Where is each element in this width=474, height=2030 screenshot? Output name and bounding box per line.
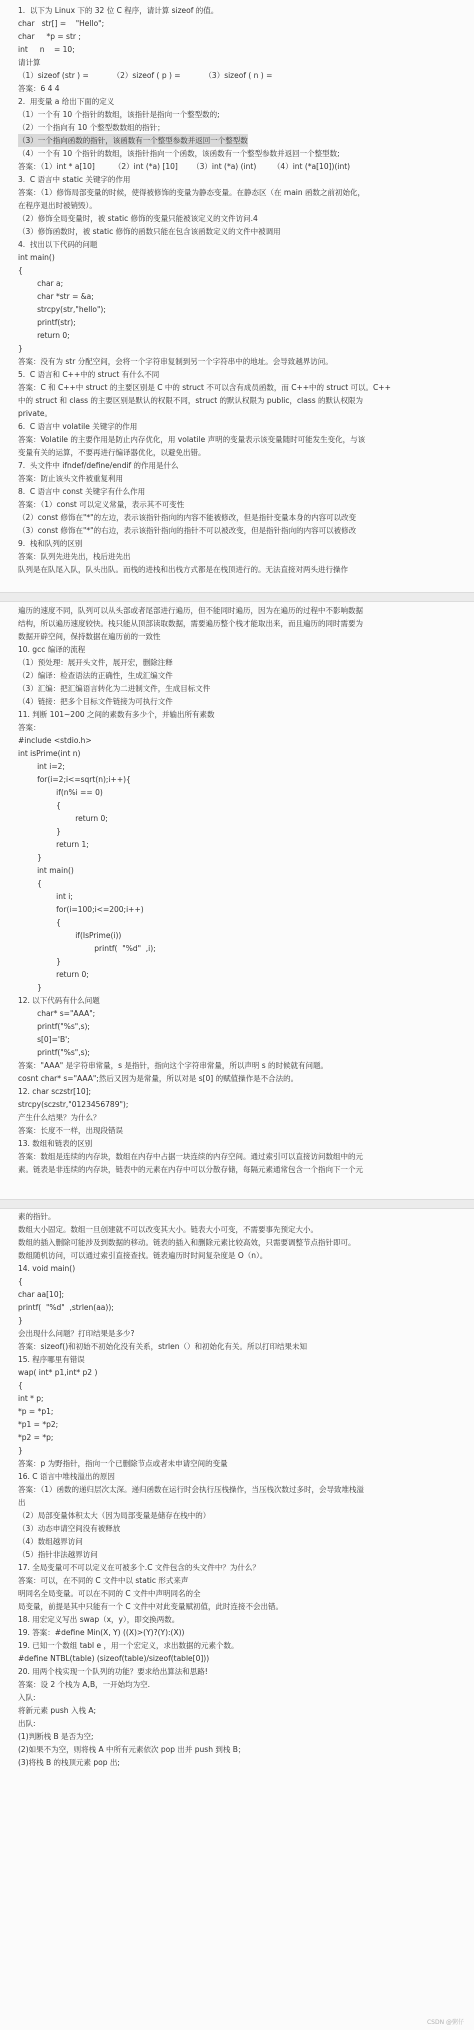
text-line-content: 答案：Volatile 的主要作用是防止内存优化，用 volatile 声明的变量表示该变量随时可能发生变化，与该 xyxy=(18,435,366,444)
text-line-content: 数组大小固定。数组一旦创建就不可以改变其大小。链表大小可变，不需要事先预定大小。 xyxy=(18,1225,318,1234)
text-line-content: 答案： xyxy=(18,723,41,732)
text-line-content: 17. 全局变量可不可以定义在可被多个.C 文件包含的头文件中？为什么？ xyxy=(18,1563,260,1572)
text-line-content: printf("%s",s); xyxy=(18,1022,90,1031)
text-line xyxy=(18,17,474,30)
text-line xyxy=(18,420,474,433)
text-line xyxy=(18,1587,474,1600)
text-line-content: 产生什么结果？为什么？ xyxy=(18,1113,101,1122)
text-line-content: 答案：C 和 C++中 struct 的主要区别是 C 中的 struct 不可以含有成员函数，而 C++中的 struct 可以。C++ xyxy=(18,383,391,392)
text-line xyxy=(18,1353,474,1366)
text-line xyxy=(18,121,474,134)
text-line-content: 请计算 xyxy=(18,58,41,67)
text-line-content: *p = *p1; xyxy=(18,1407,54,1416)
text-line-content: 变量有关的运算，不要再进行编译器优化，以避免出错。 xyxy=(18,448,206,457)
text-line-content: 答案：可以，在不同的 C 文件中以 static 形式来声 xyxy=(18,1576,189,1585)
text-line xyxy=(18,721,474,734)
text-line-content: 6. C 语言中 volatile 关键字的作用 xyxy=(18,422,138,431)
text-line-content: 数组随机访问，可以通过索引直接查找。链表遍历时时间复杂度是 O（n）。 xyxy=(18,1251,268,1260)
text-line xyxy=(18,1457,474,1470)
text-line xyxy=(18,1098,474,1111)
text-line xyxy=(18,1496,474,1509)
text-line-content: 答案："AAA" 是字符串常量，s 是指针，指向这个字符串常量，所以声明 s 的时候就有问题。 xyxy=(18,1061,329,1070)
page-divider-2 xyxy=(0,1199,474,1209)
text-line-content: 10. gcc 编译的流程 xyxy=(18,645,86,654)
text-line xyxy=(18,1275,474,1288)
text-line-content: （3）汇编：把汇编语言转化为二进制文件，生成目标文件 xyxy=(18,684,211,693)
text-line xyxy=(18,511,474,524)
text-line xyxy=(18,1124,474,1137)
text-line xyxy=(18,381,474,394)
text-line-content: 18. 用宏定义写出 swap（x，y），即交换两数。 xyxy=(18,1615,180,1624)
text-line xyxy=(18,1405,474,1418)
text-line-content: （2）修饰全局变量时，被 static 修饰的变量只能被该定义的文件访问.4 xyxy=(18,214,258,223)
text-line-content: 1. 以下为 Linux 下的 32 位 C 程序，请计算 sizeof 的值。 xyxy=(18,6,219,15)
text-line xyxy=(18,851,474,864)
text-line-content: int main() xyxy=(18,866,74,875)
text-line-content: 中的 struct 和 class 的主要区别是默认的权限不同，struct 的默认权限为 public，class 的默认权限为 xyxy=(18,396,363,405)
text-line xyxy=(18,812,474,825)
text-line-content: 7. 头文件中 ifndef/define/endif 的作用是什么 xyxy=(18,461,179,470)
text-line xyxy=(18,56,474,69)
text-line xyxy=(18,199,474,212)
text-line xyxy=(18,916,474,929)
text-line-content: for(i=2;i<=sqrt(n);i++){ xyxy=(18,775,131,784)
text-line xyxy=(18,1678,474,1691)
text-line xyxy=(18,407,474,420)
text-line-content: 会出现什么问题？打印结果是多少? xyxy=(18,1329,135,1338)
text-line-content: 12. char sczstr[10]; xyxy=(18,1087,92,1096)
text-line-content: 答案：没有为 str 分配空间，会将一个字符串复制到另一个字符串中的地址。会导致越界访问。 xyxy=(18,357,333,366)
text-line xyxy=(18,1379,474,1392)
text-line xyxy=(18,747,474,760)
text-line-content: printf( "%d" ,i); xyxy=(18,944,156,953)
text-line-content: { xyxy=(18,266,23,275)
text-line xyxy=(18,108,474,121)
text-line xyxy=(18,1717,474,1730)
text-line xyxy=(18,1223,474,1236)
text-line xyxy=(18,290,474,303)
text-line-content: strcpy(str,"hello"); xyxy=(18,305,106,314)
text-line-content: （1）一个有 10 个指针的数组，该指针是指向一个整型数的; xyxy=(18,110,220,119)
text-line-content: char str[] = "Hello"; xyxy=(18,19,105,28)
text-line xyxy=(18,682,474,695)
text-line xyxy=(18,69,474,82)
text-line-content: 出队: xyxy=(18,1719,36,1728)
text-line-content: } xyxy=(18,827,61,836)
text-line-content: int n = 10; xyxy=(18,45,75,54)
text-line xyxy=(18,877,474,890)
text-line-content: 答案：队列先进先出，栈后进先出 xyxy=(18,552,131,561)
text-line-content: 9. 栈和队列的区别 xyxy=(18,539,83,548)
text-line xyxy=(18,303,474,316)
text-line xyxy=(18,1730,474,1743)
text-line xyxy=(18,1600,474,1613)
text-line-content: 明同名全局变量。可以在不同的 C 文件中声明同名的全 xyxy=(18,1589,201,1598)
text-line-content: int * p; xyxy=(18,1394,44,1403)
text-line-content: return 1; xyxy=(18,840,89,849)
text-line-content: 答案：防止该头文件被重复利用 xyxy=(18,474,123,483)
page-section-2 xyxy=(0,604,474,1196)
text-line-content: 16. C 语言中堆栈溢出的原因 xyxy=(18,1472,115,1481)
text-line xyxy=(18,617,474,630)
text-line-content: 入队: xyxy=(18,1693,36,1702)
text-line xyxy=(18,1392,474,1405)
text-line xyxy=(18,173,474,186)
text-line xyxy=(18,316,474,329)
text-line-content: private。 xyxy=(18,409,53,418)
text-line-content: printf("%s",s); xyxy=(18,1048,90,1057)
text-line-content: (2)如果不为空，则将栈 A 中所有元素依次 pop 出并 push 到栈 B； xyxy=(18,1745,246,1754)
text-line-content: } xyxy=(18,853,42,862)
text-line-content: （3）动态申请空间没有被释放 xyxy=(18,1524,121,1533)
text-line-content: 12. 以下代码有什么问题 xyxy=(18,996,100,1005)
text-line-content: 答案：6 4 4 xyxy=(18,84,60,93)
text-line xyxy=(18,1314,474,1327)
text-line-content: return 0; xyxy=(18,814,108,823)
text-line-content: 答案：设 2 个栈为 A,B，一开始均为空. xyxy=(18,1680,150,1689)
text-line xyxy=(18,1639,474,1652)
text-line-content: （5）指针非法越界访问 xyxy=(18,1550,98,1559)
text-line xyxy=(18,1704,474,1717)
text-line-content: { xyxy=(18,1277,23,1286)
text-line-content: 4. 找出以下代码的问题 xyxy=(18,240,98,249)
text-line xyxy=(18,1561,474,1574)
text-line xyxy=(18,355,474,368)
text-line xyxy=(18,1033,474,1046)
text-line xyxy=(18,929,474,942)
text-line xyxy=(18,643,474,656)
text-line-content: int main() xyxy=(18,253,55,262)
text-line xyxy=(18,1691,474,1704)
text-line xyxy=(18,550,474,563)
text-line xyxy=(18,955,474,968)
text-line xyxy=(18,760,474,773)
text-line xyxy=(18,1072,474,1085)
text-line-content: } xyxy=(18,957,61,966)
text-line-content: { xyxy=(18,1381,23,1390)
text-line xyxy=(18,1163,474,1176)
page-section-3 xyxy=(0,1210,474,2016)
text-line-content: 13. 数组和链表的区别 xyxy=(18,1139,93,1148)
text-line-content: (1)判断栈 B 是否为空; xyxy=(18,1732,94,1741)
text-line-content: if(IsPrime(i)) xyxy=(18,931,122,940)
page-divider-1 xyxy=(0,592,474,602)
text-line-content: 答案：（1）int * a[10] （2）int (*a) [10] （3）int (*a) (int) （4）int (*a[10])(int) xyxy=(18,162,351,171)
text-line xyxy=(18,1756,474,1769)
text-line-content: （2）局部变量体积太大（因为局部变量是储存在栈中的） xyxy=(18,1511,211,1520)
text-line xyxy=(18,1249,474,1262)
text-line xyxy=(18,212,474,225)
text-line-content: 局变量，前提是其中只能有一个 C 文件中对此变量赋初值，此时连接不会出错。 xyxy=(18,1602,284,1611)
text-line xyxy=(18,524,474,537)
text-line-content: 答案：p 为野指针，指向一个已删除节点或者未申请空间的变量 xyxy=(18,1459,228,1468)
text-line-content: strcpy(sczstr,"0123456789"); xyxy=(18,1100,129,1109)
text-line-content: 队列是在队尾入队，队头出队。而栈的进栈和出栈方式都是在栈顶进行的。无法直接对两头进行操作 xyxy=(18,565,348,574)
text-line xyxy=(18,1535,474,1548)
text-line xyxy=(18,773,474,786)
text-line xyxy=(18,537,474,550)
text-line xyxy=(18,942,474,955)
text-line-content: { xyxy=(18,879,42,888)
text-line xyxy=(18,1444,474,1457)
text-line xyxy=(18,903,474,916)
text-line xyxy=(18,799,474,812)
text-line-content: char a; xyxy=(18,279,64,288)
text-line xyxy=(18,1236,474,1249)
highlighted-text: （3）一个指向函数的指针，该函数有一个整型参数并返回一个整型数 xyxy=(18,136,248,145)
text-line-content: #define NTBL(table) (sizeof(table)/sizeof(table[0])) xyxy=(18,1654,210,1663)
text-line-content: 11. 判断 101~200 之间的素数有多少个，并输出所有素数 xyxy=(18,710,215,719)
text-line-content: 出 xyxy=(18,1498,26,1507)
text-line xyxy=(18,1574,474,1587)
text-line xyxy=(18,368,474,381)
text-line xyxy=(18,1418,474,1431)
text-line-content: 8. C 语言中 const 关键字有什么作用 xyxy=(18,487,146,496)
text-line-content: 结构，所以遍历速度较快。栈只能从顶部读取数据，需要遍历整个栈才能取出来，而且遍历的同时需要为 xyxy=(18,619,363,628)
text-line-content: 14. void main() xyxy=(18,1264,76,1273)
text-line-content: （4）链接：把多个目标文件链接为可执行文件 xyxy=(18,697,173,706)
text-line-content: 5. C 语言和 C++中的 struct 有什么不同 xyxy=(18,370,160,379)
text-line-content: } xyxy=(18,344,23,353)
text-line xyxy=(18,734,474,747)
text-line xyxy=(18,485,474,498)
text-line xyxy=(18,1522,474,1535)
text-line xyxy=(18,498,474,511)
text-line xyxy=(18,1020,474,1033)
text-line xyxy=(18,238,474,251)
text-line-content: 答案：sizeof()和初始不初始化没有关系，strlen（）和初始化有关。所以打印结果未知 xyxy=(18,1342,308,1351)
text-line-content: printf(str); xyxy=(18,318,76,327)
text-line xyxy=(18,1301,474,1314)
text-line xyxy=(18,147,474,160)
text-line xyxy=(18,394,474,407)
text-line-content: int isPrime(int n) xyxy=(18,749,81,758)
text-line-content: 答案：数组是连续的内存块，数组在内存中占据一块连续的内存空间。通过索引可以直接访问数组中的元 xyxy=(18,1152,363,1161)
text-line xyxy=(18,472,474,485)
text-line xyxy=(18,669,474,682)
text-line xyxy=(18,251,474,264)
text-line xyxy=(18,225,474,238)
text-line xyxy=(18,1262,474,1275)
text-line xyxy=(18,186,474,199)
text-line-content: } xyxy=(18,983,42,992)
text-line-content: *p1 = *p2; xyxy=(18,1420,59,1429)
text-line xyxy=(18,1366,474,1379)
text-line xyxy=(18,1470,474,1483)
text-line-content: } xyxy=(18,1446,23,1455)
watermark-text: CSDN @粥仔 xyxy=(426,2019,464,2026)
text-line xyxy=(18,459,474,472)
text-line-content: *p2 = *p; xyxy=(18,1433,54,1442)
text-line-content: return 0; xyxy=(18,970,89,979)
text-line xyxy=(18,43,474,56)
text-line xyxy=(18,604,474,617)
text-line xyxy=(18,1210,474,1223)
text-line xyxy=(18,1007,474,1020)
text-line-content: 19. 答案：#define Min(X, Y) ((X)>(Y)?(Y):(X)) xyxy=(18,1628,185,1637)
text-line xyxy=(18,4,474,17)
text-line-content: for(i=100;i<=200;i++) xyxy=(18,905,144,914)
text-line xyxy=(18,695,474,708)
text-line xyxy=(18,968,474,981)
text-line xyxy=(18,134,474,147)
text-line xyxy=(18,277,474,290)
page-section-1 xyxy=(0,4,474,589)
text-line xyxy=(18,630,474,643)
text-line-content: wap( int* p1,int* p2 ) xyxy=(18,1368,98,1377)
text-line xyxy=(18,1548,474,1561)
text-line xyxy=(18,342,474,355)
text-line-content: 遍历的速度不同，队列可以从头部或者尾部进行遍历，但不能同时遍历，因为在遍历的过程中不影响数据 xyxy=(18,606,363,615)
text-line-content: { xyxy=(18,801,61,810)
text-line-content: （1）预处理：展开头文件，展开宏，删除注释 xyxy=(18,658,173,667)
text-line xyxy=(18,708,474,721)
text-line xyxy=(18,864,474,877)
text-line xyxy=(18,1150,474,1163)
text-line-content: 数据开辟空间，保持数据在遍历前的一致性 xyxy=(18,632,161,641)
text-line-content: 20. 用两个栈实现一个队列的功能？要求给出算法和思路! xyxy=(18,1667,208,1676)
text-line xyxy=(18,981,474,994)
text-line xyxy=(18,838,474,851)
text-line xyxy=(18,1137,474,1150)
text-line-content: int i=2; xyxy=(18,762,65,771)
text-line xyxy=(18,1046,474,1059)
text-line-content: char aa[10]; xyxy=(18,1290,65,1299)
text-line-content: if(n%i == 0) xyxy=(18,788,103,797)
text-line-content: 2. 用变量 a 给出下面的定义 xyxy=(18,97,115,106)
text-line xyxy=(18,563,474,576)
text-line xyxy=(18,1483,474,1496)
text-line xyxy=(18,1111,474,1124)
text-line-content: 答案：长度不一样，出现段错误 xyxy=(18,1126,123,1135)
text-line xyxy=(18,433,474,446)
text-line xyxy=(18,890,474,903)
text-line-content: 15. 程序哪里有错误 xyxy=(18,1355,85,1364)
text-line xyxy=(18,1059,474,1072)
text-line-content: (3)将栈 B 的栈顶元素 pop 出; xyxy=(18,1758,120,1767)
text-line-content: int i; xyxy=(18,892,73,901)
text-line xyxy=(18,786,474,799)
text-line-content: （2）编译：检查语法的正确性，生成汇编文件 xyxy=(18,671,173,680)
text-line xyxy=(18,82,474,95)
text-line-content: （1）sizeof (str ) = （2）sizeof ( p ) = （3）sizeof ( n ) = xyxy=(18,71,273,80)
text-line-content: char* s="AAA"; xyxy=(18,1009,96,1018)
text-line xyxy=(18,1340,474,1353)
text-line-content: return 0; xyxy=(18,331,70,340)
text-line-content: char *p = str ; xyxy=(18,32,81,41)
text-line xyxy=(18,1743,474,1756)
text-line-content: （2）const 修饰在"*"的左边，表示该指针指向的内容不能被修改，但是指针变量本身的内容可以改变 xyxy=(18,513,357,522)
text-line-content: 3. C 语言中 static 关键字的作用 xyxy=(18,175,131,184)
text-line xyxy=(18,264,474,277)
text-line xyxy=(18,825,474,838)
text-line xyxy=(18,446,474,459)
text-line xyxy=(18,1652,474,1665)
text-line xyxy=(18,1431,474,1444)
text-line xyxy=(18,1327,474,1340)
text-line xyxy=(18,329,474,342)
text-line xyxy=(18,656,474,669)
text-line-content: { xyxy=(18,918,61,927)
text-line xyxy=(18,1085,474,1098)
text-line-content: （4）数组越界访问 xyxy=(18,1537,83,1546)
text-line xyxy=(18,1626,474,1639)
text-line-content: 数组的插入删除可能涉及到数据的移动。链表的插入和删除元素比较高效，只需要调整节点指针即可。 xyxy=(18,1238,356,1247)
text-line xyxy=(18,160,474,173)
text-line-content: 19. 已知一个数组 tabl e ，用一个宏定义，求出数据的元素个数。 xyxy=(18,1641,239,1650)
text-line-content: （3）const 修饰在"*"的右边，表示该指针指向的指针不可以被改变，但是指针指向的内容可以被修改 xyxy=(18,526,357,535)
text-line xyxy=(18,1288,474,1301)
text-line-content: printf( "%d" ,strlen(aa)); xyxy=(18,1303,114,1312)
text-line-content: } xyxy=(18,1316,23,1325)
text-line-content: （2）一个指向有 10 个整型数数组的指针； xyxy=(18,123,165,132)
text-line xyxy=(18,1665,474,1678)
text-line xyxy=(18,30,474,43)
text-line-content: char *str = &a; xyxy=(18,292,94,301)
text-line-content: s[0]='B'; xyxy=(18,1035,70,1044)
text-line-content: 素。链表是非连续的内存块，链表中的元素在内存中可以分散存储，每隔元素通常包含一个指向下一个元 xyxy=(18,1165,363,1174)
text-line xyxy=(18,994,474,1007)
text-line xyxy=(18,95,474,108)
text-line-content: 答案：（1）函数的递归层次太深。递归函数在运行时会执行压栈操作，当压栈次数过多时，会导致堆栈溢 xyxy=(18,1485,365,1494)
text-line-content: （3）修饰函数时，被 static 修饰的函数只能在包含该函数定义的文件中被调用 xyxy=(18,227,281,236)
text-line-content: 在程序退出时被销毁）。 xyxy=(18,201,97,210)
text-line-content: 素的指针。 xyxy=(18,1212,56,1221)
text-line-content: 答案：（1）const 可以定义常量，表示其不可变性 xyxy=(18,500,185,509)
text-line xyxy=(18,1613,474,1626)
text-line-content: cosnt char* s="AAA";然后又因为是常量，所以对是 s[0] 的赋值操作是不合法的。 xyxy=(18,1074,299,1083)
text-line-content: 答案：（1）修饰局部变量的时候，使得被修饰的变量为静态变量。在静态区（在 main 函数之前初始化， xyxy=(18,188,366,197)
text-line-content: 将新元素 push 入栈 A; xyxy=(18,1706,96,1715)
text-line-content: （4）一个有 10 个指针的数组，该指针指向一个函数，该函数有一个整型参数并返回一个整型数; xyxy=(18,149,340,158)
text-line-content: #include <stdio.h> xyxy=(18,736,92,745)
text-line xyxy=(18,1509,474,1522)
